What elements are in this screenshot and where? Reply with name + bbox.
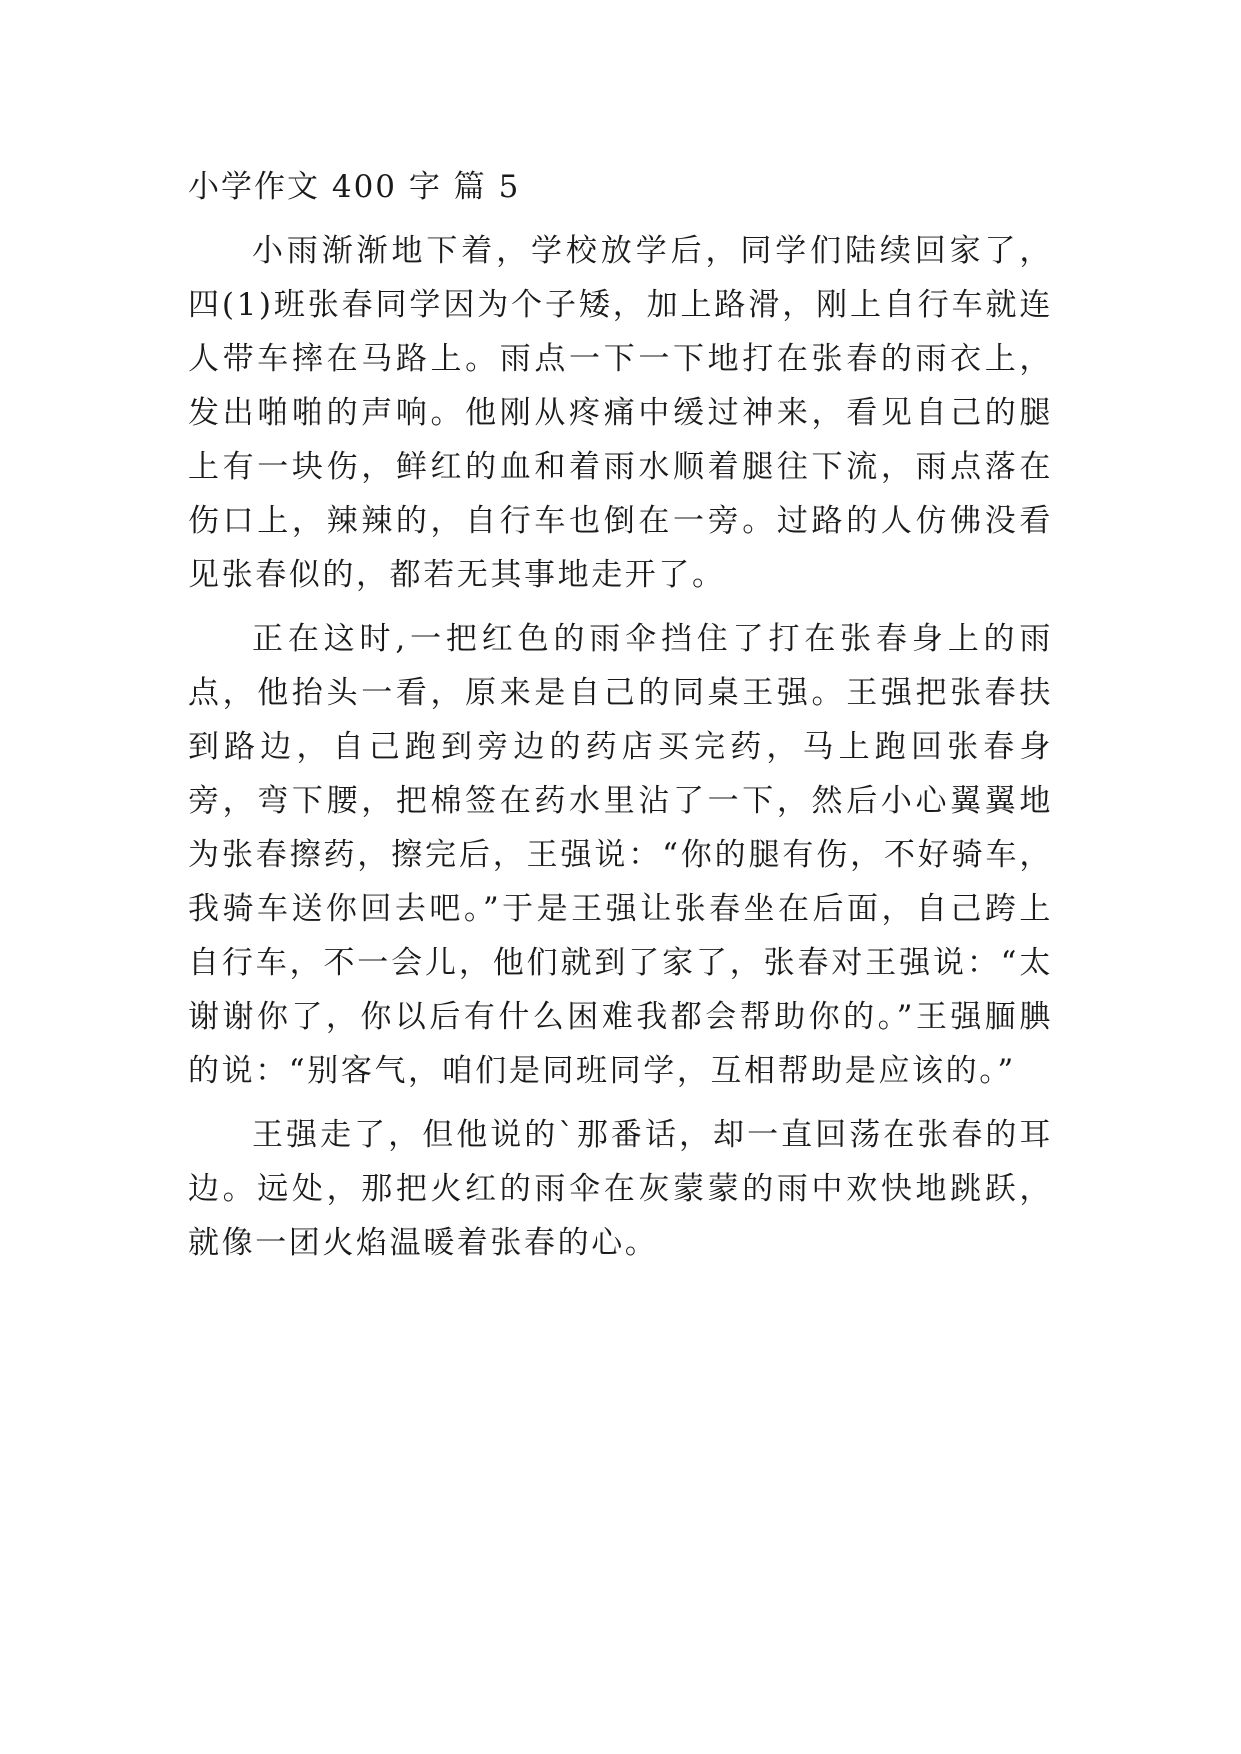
document-title: 小学作文 400 字 篇 5 xyxy=(188,169,521,205)
document-body xyxy=(188,160,1053,1270)
paragraph-3: 王强走了，但他说的`那番话，却一直回荡在张春的耳边。远处，那把火红的雨伞在灰蒙蒙的雨中欢快地跳跃，就像一团火焰温暖着张春的心。 xyxy=(188,1117,1053,1261)
paragraph-2: 正在这时,一把红色的雨伞挡住了打在张春身上的雨点，他抬头一看，原来是自己的同桌王强。王强把张春扶到路边，自己跑到旁边的药店买完药，马上跑回张春身旁，弯下腰，把棉签在药水里沾了一下，然后小心翼翼地为张春擦药，擦完后，王强说：“你的腿有伤，不好骑车，我骑车送你回去吧。”于是王强让张春坐在后面，自己跨上自行车，不一会儿，他们就到了家了，张春对王强说：“太谢谢你了，你以后有什么困难我都会帮助你的。”王强腼腆的说：“别客气，咱们是同班同学，互相帮助是应该的。” xyxy=(188,621,1053,1089)
paragraph-1: 小雨渐渐地下着，学校放学后，同学们陆续回家了，四(1)班张春同学因为个子矮，加上路滑，刚上自行车就连人带车摔在马路上。雨点一下一下地打在张春的雨衣上，发出啪啪的声响。他刚从疼痛中缓过神来，看见自己的腿上有一块伤，鲜红的血和着雨水顺着腿往下流，雨点落在伤口上，辣辣的，自行车也倒在一旁。过路的人仿佛没看见张春似的，都若无其事地走开了。 xyxy=(188,233,1053,593)
